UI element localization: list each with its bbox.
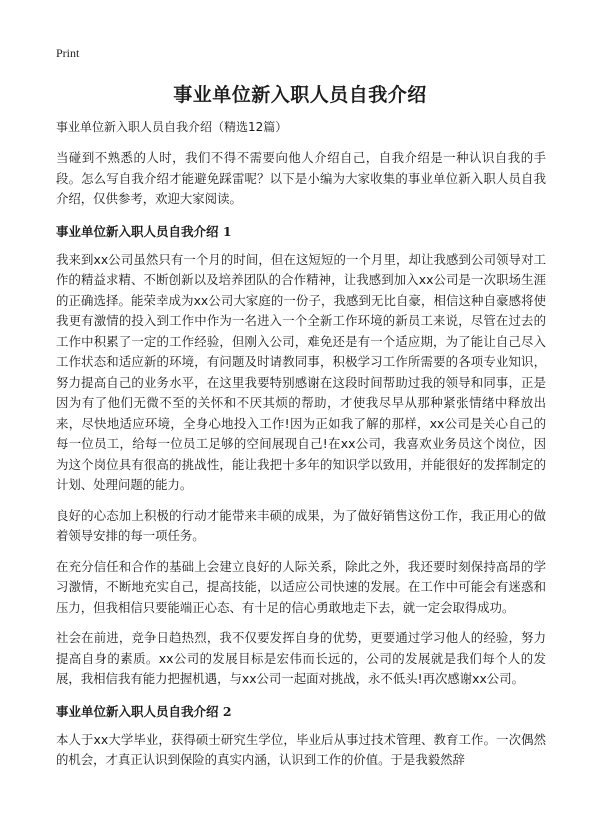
section-heading: 事业单位新入职人员自我介绍 2: [56, 703, 232, 719]
intro-paragraph: 当碰到不熟悉的人时，我们不得不需要向他人介绍自己，自我介绍是一种认识自我的手段。怎么写自我介绍才能避免踩雷呢？以下是小编为大家收集的事业单位新入职人员自我介绍，仅供参考，欢迎大家阅读。: [56, 150, 546, 206]
paragraph: 我来到xx公司虽然只有一个月的时间，但在这短短的一个月里，却让我感到公司领导对工作的精益求精、不断创新以及培养团队的合作精神，让我感到加入xx公司是一次职场生涯的正确选择。能荣幸成为xx公司大家庭的一份子，我感到无比自豪，相信这种自豪感将使我更有激情的投入到工作中作为一名进入一个全新工作环境的新员工来说，尽管在过去的工作中积累了一定的工作经验，但刚入公司，难免还是有一个适应期，为了能让自己尽入工作状态和适应新的环境，有问题及时请教同事，积极学习工作所需要的各项专业知识，努力提高自己的业务水平，在这里我要特别感谢在这段时间帮助过我的领导和同事，正是因为有了他们无微不至的关怀和不厌其烦的帮助，才使我尽早从那种紧张情绪中释放出来，尽快地适应环境，全身心地投入工作!因为正如我了解的那样，xx公司是关心自己的每一位员工，给每一位员工足够的空间展现自己!在xx公司，我喜欢业务员这个岗位，因为这个岗位具有很高的挑战性，能让我把十多年的知识学以致用，并能很好的发挥制定的计划、处理问题的能力。: [56, 251, 546, 492]
paragraph: 在充分信任和合作的基础上会建立良好的人际关系，除此之外，我还要时刻保持高昂的学习激情，不断地充实自己，提高技能，以适应公司快速的发展。在工作中可能会有迷惑和压力，但我相信只要能端正心态、有十足的信心勇敢地走下去，就一定会取得成功。: [56, 558, 546, 615]
article-subtitle: 事业单位新入职人员自我介绍（精选12篇）: [56, 120, 288, 134]
page-title: 事业单位新入职人员自我介绍: [173, 84, 427, 106]
paragraph: 社会在前进，竞争日趋热烈，我不仅要发挥自身的优势，更要通过学习他人的经验，努力提高自身的素质。xx公司的发展目标是宏伟而长远的，公司的发展就是我们每个人的发展，我相信我有能力把握机遇，与xx公司一起面对挑战，永不低头!再次感谢xx公司。: [56, 630, 546, 686]
article-body: [56, 118, 546, 781]
print-link[interactable]: Print: [56, 46, 80, 60]
paragraph: 良好的心态加上积极的行动才能带来丰硕的成果，为了做好销售这份工作，我正用心的做着领导安排的每一项任务。: [56, 507, 546, 543]
section-heading: 事业单位新入职人员自我介绍 1: [56, 223, 232, 239]
paragraph: 本人于xx大学毕业，获得硕士研究生学位，毕业后从事过技术管理、教育工作。一次偶然的机会，才真正认识到保险的真实内涵，认识到工作的价值。于是我毅然辞: [56, 731, 546, 767]
